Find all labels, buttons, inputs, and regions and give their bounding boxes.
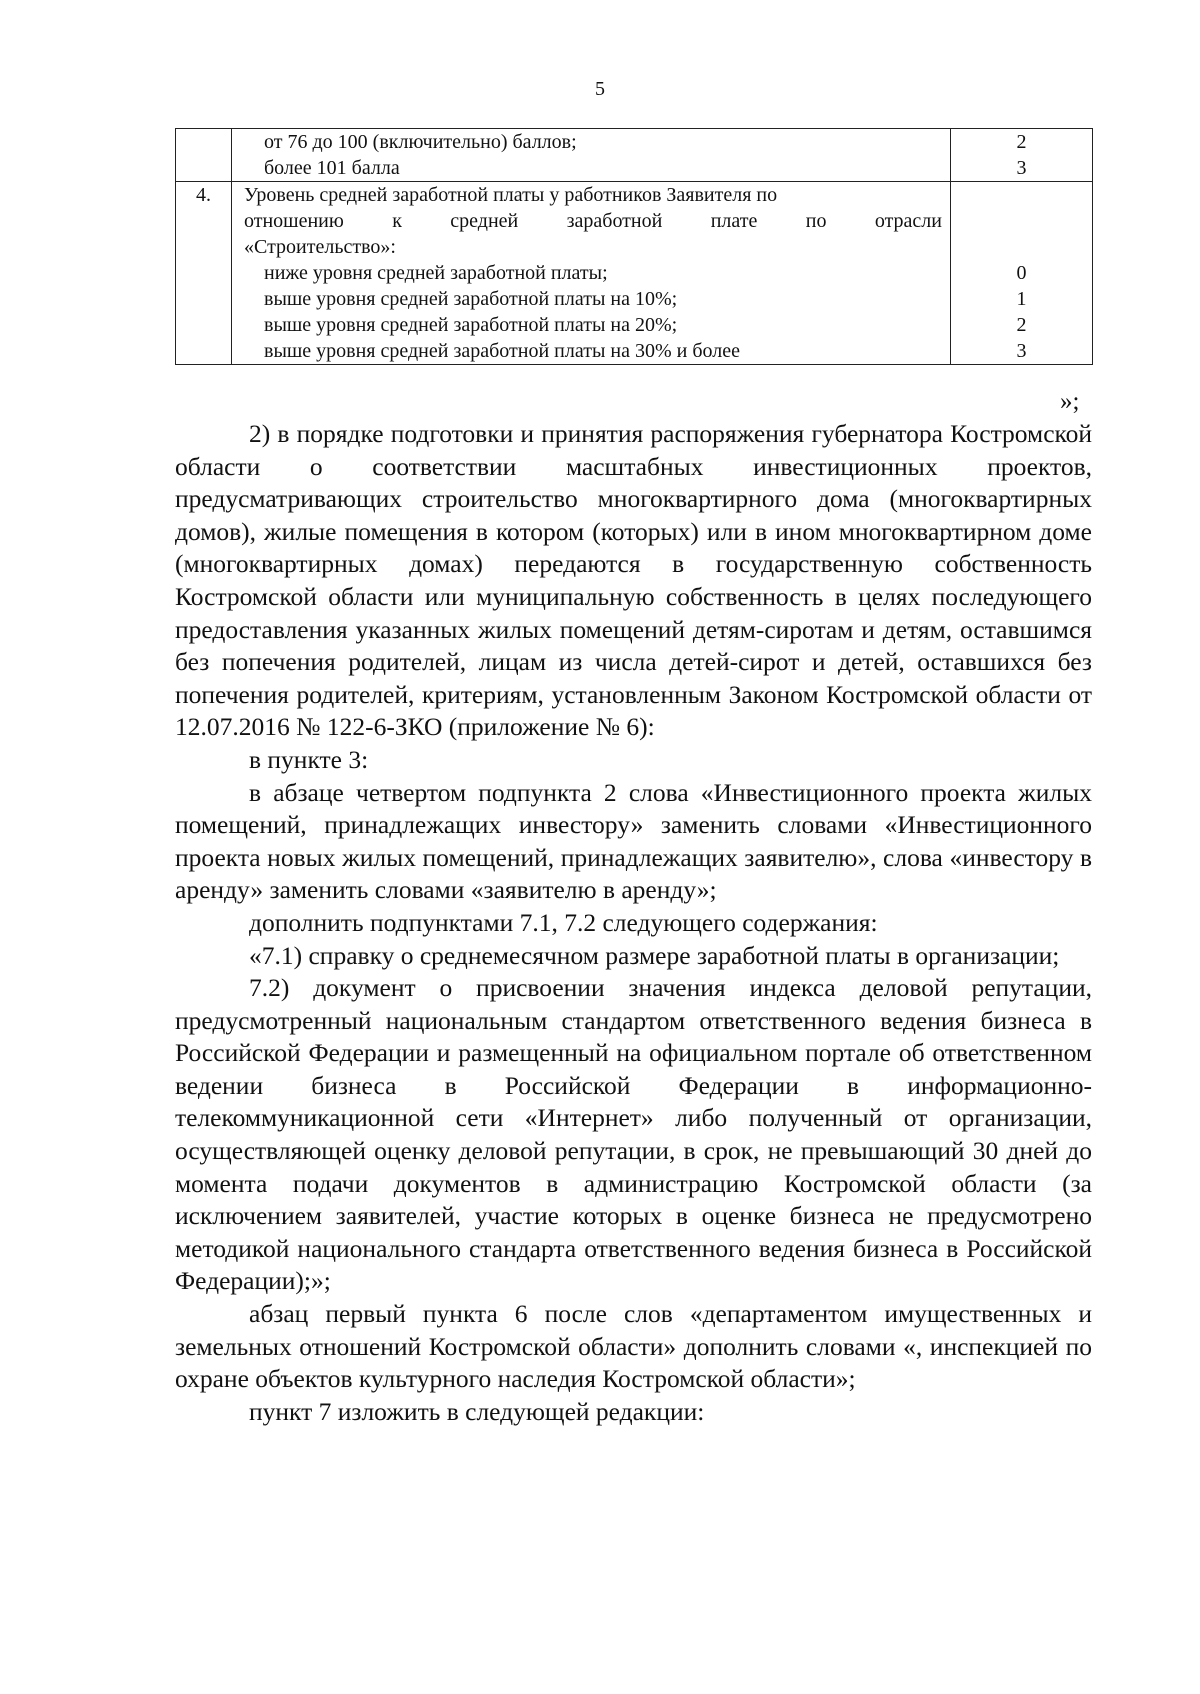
paragraph: в абзаце четвертом подпункта 2 слова «Инвестиционного проекта жилых помещений, принадлежащих инвестору» заменить словами «Инвестиционного проекта новых жилых помещений, принадлежащих заявителю», слова «инвестору в аренду» заменить словами «заявителю в аренду»; <box>175 777 1092 905</box>
criterion-title-line <box>232 208 950 234</box>
score-value: 2 <box>1016 131 1027 153</box>
score-value: 2 <box>1016 314 1027 336</box>
row-description-cell <box>232 129 951 182</box>
criterion-title: «Строительство»: <box>244 236 396 258</box>
word: по <box>805 210 827 232</box>
document-body <box>175 418 1092 1428</box>
criteria-table <box>175 128 1093 365</box>
score-value: 3 <box>1016 157 1027 179</box>
word: заработной <box>566 210 663 232</box>
criterion-option: более 101 балла <box>264 157 400 179</box>
table-row <box>176 182 1093 365</box>
paragraph: 2) в порядке подготовки и принятия распоряжения губернатора Костромской области о соответствии масштабных инвестиционных проектов, предусматривающих строительство многоквартирного дома (многоквартирных домов), жилые помещения в котором (которых) или в ином многоквартирном доме (многоквартирных домах) передаются в государственную собственность Костромской области или муниципальную собственность в целях последующего предоставления указанных жилых помещений детям-сиротам и детям, оставшимся без попечения родителей, лицам из числа детей-сирот и детей, оставшихся без попечения родителей, критериям, установленным Законом Костромской области от 12.07.2016 № 122-6-ЗКО (приложение № 6): <box>175 419 1092 742</box>
paragraph: 7.2) документ о присвоении значения индекса деловой репутации, предусмотренный национальным стандартом ответственного ведения бизнеса в Российской Федерации и размещенный на официальном портале об ответственном ведении бизнеса в Российской Федерации в информационно-телекоммуникационной сети «Интернет» либо полученный от организации, осуществляющей оценку деловой репутации, в срок, не превышающий 30 дней до момента подачи документов в администрацию Костромской области (за исключением заявителей, участие которых в оценке бизнеса не предусмотрено методикой национального стандарта ответственного ведения бизнеса в Российской Федерации);»; <box>175 973 1092 1296</box>
score-value: 3 <box>1016 340 1027 362</box>
paragraph: в пункте 3: <box>249 744 369 774</box>
row-number-cell: 4. <box>176 182 232 365</box>
word: плате <box>710 210 758 232</box>
word: средней <box>450 210 519 232</box>
word: к <box>392 210 402 232</box>
paragraph: «7.1) справку о среднемесячном размере заработной платы в организации; <box>249 940 1060 970</box>
row-description-cell <box>232 182 951 365</box>
paragraph: абзац первый пункта 6 после слов «департаментом имущественных и земельных отношений Костромской области» дополнить словами «, инспекцией по охране объектов культурного наследия Костромской области»; <box>175 1299 1092 1394</box>
criterion-option: от 76 до 100 (включительно) баллов; <box>264 131 577 153</box>
word: отрасли <box>874 210 942 232</box>
paragraph: пункт 7 изложить в следующей редакции: <box>249 1396 705 1426</box>
row-score-cell <box>951 129 1093 182</box>
criterion-option: ниже уровня средней заработной платы; <box>264 262 608 284</box>
criterion-title: Уровень средней заработной платы у работников Заявителя по <box>244 184 778 206</box>
table-row <box>176 129 1093 182</box>
score-value: 0 <box>1016 262 1027 284</box>
criterion-option: выше уровня средней заработной платы на 20%; <box>264 314 678 336</box>
word: отношению <box>244 210 344 232</box>
row-score-cell <box>951 182 1093 365</box>
page-number: 5 <box>595 78 605 100</box>
criterion-option: выше уровня средней заработной платы на 10%; <box>264 288 678 310</box>
criterion-option: выше уровня средней заработной платы на 30% и более <box>264 340 740 362</box>
closing-quote: »; <box>1060 388 1080 415</box>
row-number-cell <box>176 129 232 182</box>
score-value: 1 <box>1016 288 1027 310</box>
paragraph: дополнить подпунктами 7.1, 7.2 следующего содержания: <box>249 907 878 937</box>
